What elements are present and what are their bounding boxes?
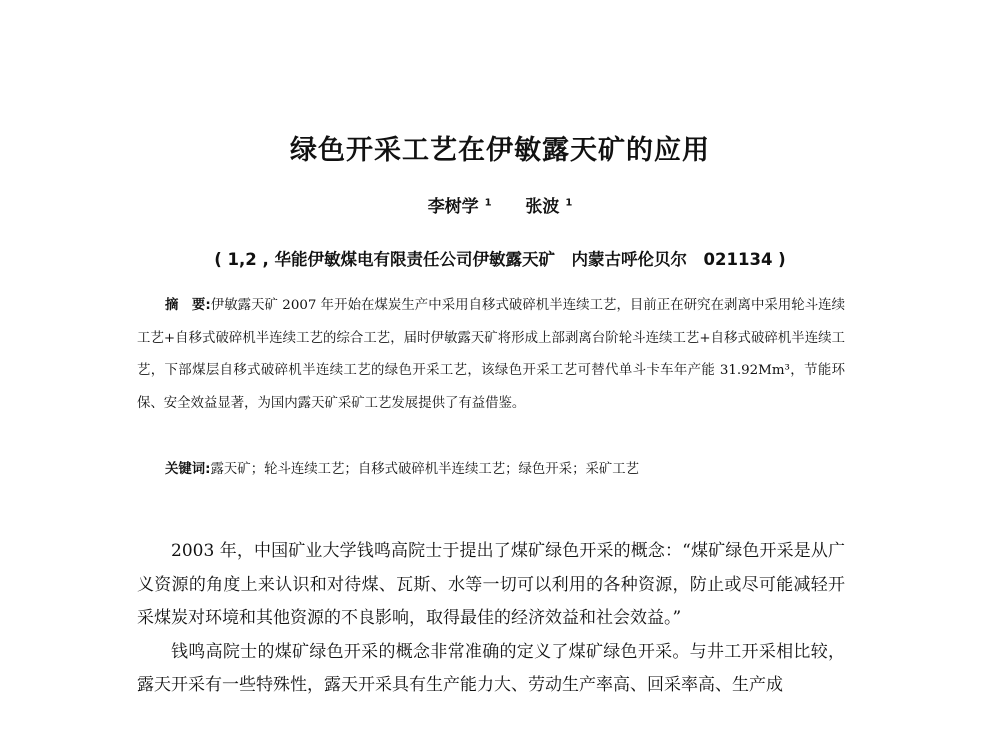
body-paragraph: 钱鸣高院士的煤矿绿色开采的概念非常准确的定义了煤矿绿色开采。与井工开采相比较，露天开采有一些特殊性，露天开采具有生产能力大、劳动生产率高、回采率高、生产成 [137, 641, 845, 695]
author-list [0, 192, 1000, 217]
affiliation-mark: 1 [565, 197, 573, 209]
abstract-label: 摘 要: [165, 298, 211, 313]
paper-title: 绿色开采工艺在伊敏露天矿的应用 [290, 135, 710, 166]
author-name: 张波 [525, 197, 560, 217]
author-name: 李树学 [427, 197, 479, 217]
keywords-label: 关键词: [165, 462, 211, 477]
keywords [165, 458, 639, 477]
abstract-paragraph [137, 290, 845, 420]
keywords-text: 露天矿；轮斗连续工艺；自移式破碎机半连续工艺；绿色开采；采矿工艺 [210, 462, 640, 477]
affiliation: ( 1,2 , 华能伊敏煤电有限责任公司伊敏露天矿 内蒙古呼伦贝尔 021134 ) [214, 250, 786, 269]
affiliation-mark: 1 [484, 197, 492, 209]
body-text [137, 535, 845, 703]
abstract-text: 伊敏露天矿 2007 年开始在煤炭生产中采用自移式破碎机半连续工艺，目前正在研究在剥离中采用轮斗连续工艺+自移式破碎机半连续工艺的综合工艺，届时伊敏露天矿将形成上部剥离台阶轮斗连续工艺+自移式破碎机半连续工艺，下部煤层自移式破碎机半连续工艺的绿色开采工艺，该绿色开采工艺可替代单斗卡车年产能 31.92Mm³，节能环保、安全效益显著，为国内露天矿采矿工艺发展提供了有益借鉴。 [137, 298, 846, 411]
abstract [137, 290, 845, 420]
body-paragraph: 2003 年，中国矿业大学钱鸣高院士于提出了煤矿绿色开采的概念：“煤矿绿色开采是从广义资源的角度上来认识和对待煤、瓦斯、水等一切可以利用的各种资源，防止或尽可能减轻开采煤炭对环境和其他资源的不良影响，取得最佳的经济效益和社会效益。” [137, 541, 845, 628]
